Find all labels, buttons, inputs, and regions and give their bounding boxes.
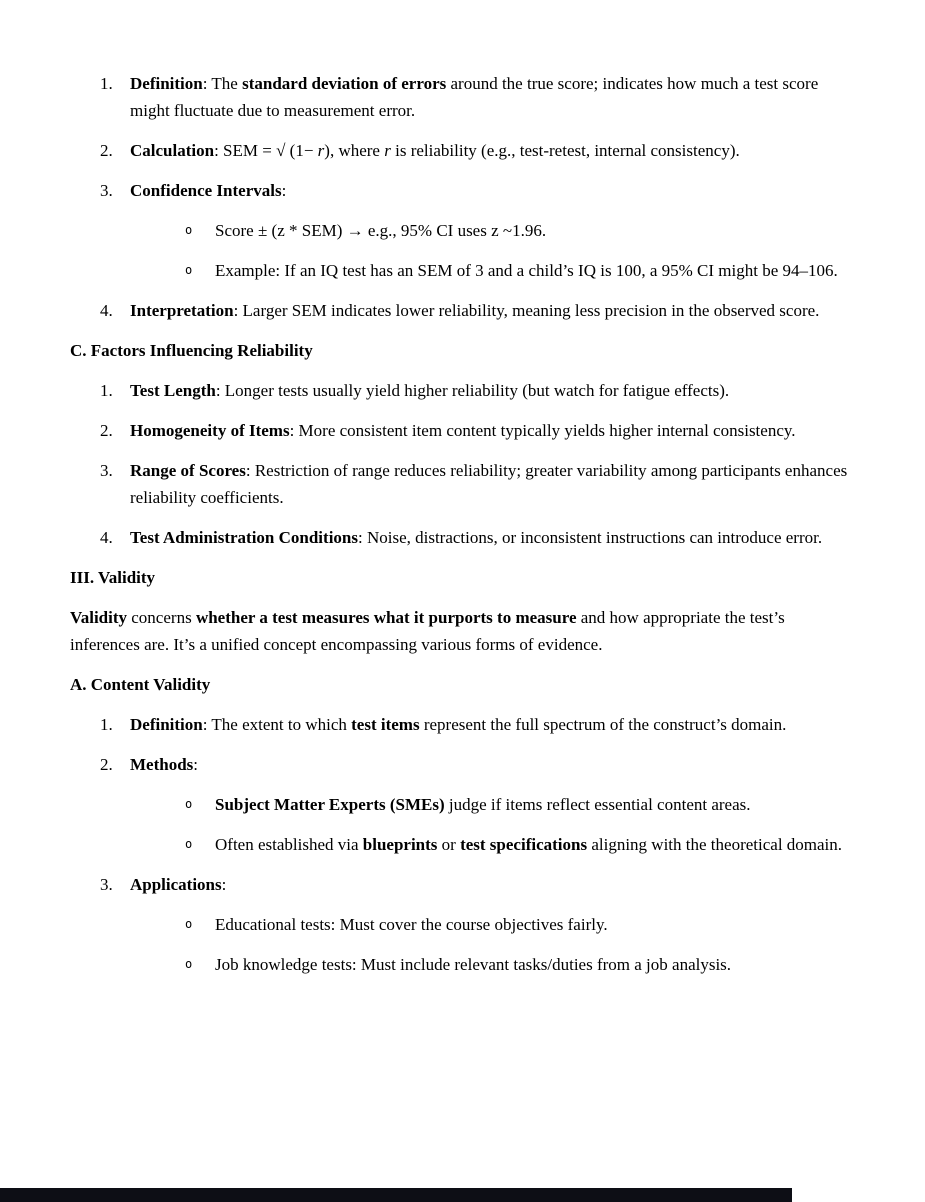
text-run: Test Length: [130, 381, 216, 400]
list-item-number: 1.: [100, 715, 113, 734]
list-item-body: [130, 297, 856, 324]
text-run: is reliability (e.g., test-retest, internal consistency).: [390, 141, 740, 160]
text-run: : SEM = √ (1−: [214, 141, 318, 160]
list-item-text: [130, 711, 856, 738]
section-heading: [70, 564, 856, 591]
circle-bullet-icon: o: [185, 837, 193, 851]
text-run: whether a test measures what it purports to measure: [195, 608, 577, 627]
text-run: Methods: [130, 755, 194, 774]
list-item: [70, 177, 856, 284]
sub-bullet: [130, 257, 856, 284]
document-content: [70, 70, 856, 991]
text-run: and how appropriate the test’s inferences are. It’s a unified concept encompassing various forms of evidence.: [70, 608, 785, 654]
text-run: test specifications: [460, 835, 588, 854]
text-run: : The: [202, 74, 243, 93]
text-run: test items: [351, 715, 420, 734]
sub-bullet: [130, 911, 856, 938]
list-item-text: [130, 524, 856, 551]
text-run: blueprints: [362, 835, 438, 854]
list-item-number: 4.: [100, 528, 113, 547]
ordered-list: [70, 711, 856, 978]
sub-bullet-text: [215, 791, 856, 818]
list-item-text: [130, 871, 856, 898]
ordered-list: [70, 70, 856, 324]
list-item-text: [130, 297, 856, 324]
list-item: [70, 457, 856, 511]
text-run: : Larger SEM indicates lower reliability, meaning less precision in the observed score.: [233, 301, 820, 320]
sub-bullet: [130, 831, 856, 858]
ordered-list: [70, 377, 856, 551]
list-item-number: 2.: [100, 755, 113, 774]
text-run: concerns: [127, 608, 196, 627]
list-item-body: [130, 711, 856, 738]
sub-bullet-text: [215, 911, 856, 938]
text-run: Confidence Intervals: [130, 181, 282, 200]
list-item-text: [130, 177, 856, 204]
list-item-text: [130, 70, 856, 124]
sub-bullet-text: [215, 257, 856, 284]
list-item: [70, 524, 856, 551]
text-run: aligning with the theoretical domain.: [587, 835, 843, 854]
sub-bullet: [130, 951, 856, 978]
bottom-partial-dark-bar: [0, 1188, 792, 1202]
list-item-body: [130, 70, 856, 124]
text-run: C. Factors Influencing Reliability: [70, 341, 313, 360]
list-item: [70, 417, 856, 444]
list-item-body: [130, 751, 856, 858]
text-run: ), where: [324, 141, 385, 160]
text-run: represent the full spectrum of the construct’s domain.: [419, 715, 787, 734]
circle-bullet-icon: o: [185, 263, 193, 277]
text-run: III. Validity: [70, 568, 156, 587]
sub-bullet-text: [215, 951, 856, 978]
list-item-number: 2.: [100, 141, 113, 160]
text-run: r: [384, 141, 391, 160]
text-run: Job knowledge tests: Must include relevant tasks/duties from a job analysis.: [215, 955, 732, 974]
list-item-number: 4.: [100, 301, 113, 320]
circle-bullet-icon: o: [185, 797, 193, 811]
list-item-body: [130, 524, 856, 551]
text-run: : The extent to which: [202, 715, 352, 734]
sub-bullet: [130, 217, 856, 244]
text-run: : Noise, distractions, or inconsistent instructions can introduce error.: [357, 528, 823, 547]
list-item-text: [130, 417, 856, 444]
text-run: : Restriction of range reduces reliability; greater variability among participants enhances reliability coefficients.: [130, 461, 848, 507]
list-item-number: 1.: [100, 381, 113, 400]
text-run: judge if items reflect essential content areas.: [444, 795, 751, 814]
circle-bullet-icon: o: [185, 223, 193, 237]
list-item: [70, 711, 856, 738]
text-run: Subject Matter Experts (SMEs): [215, 795, 445, 814]
list-item: [70, 871, 856, 978]
text-run: around the true score; indicates how much a test score might fluctuate due to measurement error.: [130, 74, 819, 120]
circle-bullet-icon: o: [185, 957, 193, 971]
list-item-body: [130, 377, 856, 404]
list-item-body: [130, 137, 856, 164]
text-run: or: [437, 835, 461, 854]
list-item-number: 3.: [100, 181, 113, 200]
list-item-body: [130, 177, 856, 284]
text-run: Interpretation: [130, 301, 234, 320]
text-run: A. Content Validity: [70, 675, 211, 694]
text-run: :: [221, 875, 227, 894]
list-item: [70, 137, 856, 164]
sub-bullet: [130, 791, 856, 818]
list-item-body: [130, 871, 856, 978]
text-run: Score ± (z * SEM) → e.g., 95% CI uses z ~1.96.: [215, 221, 547, 240]
list-item: [70, 70, 856, 124]
text-run: Test Administration Conditions: [130, 528, 358, 547]
section-heading: [70, 671, 856, 698]
text-run: Applications: [130, 875, 222, 894]
sub-bullet-text: [215, 831, 856, 858]
text-run: r: [317, 141, 325, 160]
text-run: Validity: [70, 608, 128, 627]
text-run: Often established via: [215, 835, 363, 854]
text-run: Range of Scores: [130, 461, 246, 480]
text-run: Definition: [130, 715, 203, 734]
section-heading: [70, 337, 856, 364]
text-run: Calculation: [130, 141, 215, 160]
list-item-number: 3.: [100, 461, 113, 480]
text-run: Homogeneity of Items: [130, 421, 290, 440]
text-run: Example: If an IQ test has an SEM of 3 and a child’s IQ is 100, a 95% CI might be 94–106.: [215, 261, 838, 280]
list-item-body: [130, 417, 856, 444]
text-run: standard deviation of errors: [242, 74, 447, 93]
text-run: :: [193, 755, 199, 774]
list-item: [70, 297, 856, 324]
list-item-text: [130, 457, 856, 511]
list-item-number: 3.: [100, 875, 113, 894]
circle-bullet-icon: o: [185, 917, 193, 931]
text-run: :: [281, 181, 287, 200]
list-item-text: [130, 377, 856, 404]
list-item: [70, 751, 856, 858]
list-item-text: [130, 751, 856, 778]
text-run: Educational tests: Must cover the course objectives fairly.: [215, 915, 608, 934]
list-item: [70, 377, 856, 404]
sub-bullet-text: [215, 217, 856, 244]
text-run: : More consistent item content typically yields higher internal consistency.: [289, 421, 796, 440]
paragraph: [70, 604, 856, 658]
list-item-body: [130, 457, 856, 511]
list-item-number: 2.: [100, 421, 113, 440]
list-item-number: 1.: [100, 74, 113, 93]
text-run: : Longer tests usually yield higher reliability (but watch for fatigue effects).: [215, 381, 730, 400]
list-item-text: [130, 137, 856, 164]
text-run: Definition: [130, 74, 203, 93]
